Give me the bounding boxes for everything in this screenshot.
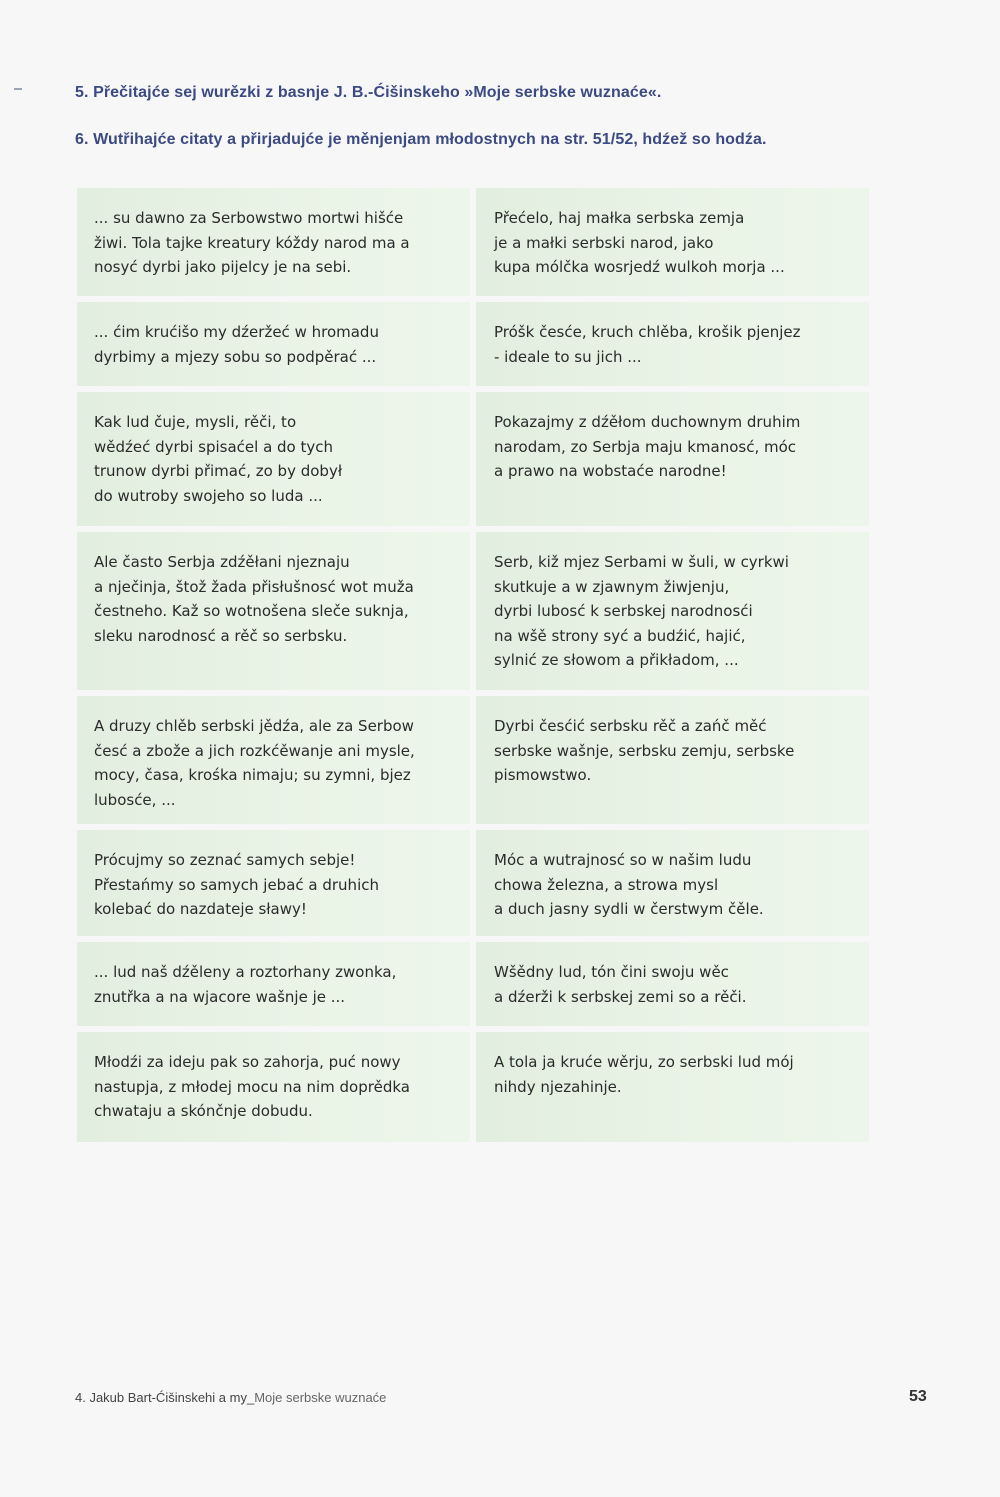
quote-card-8-right[interactable]: A tola ja kruće wěrju, zo serbski lud mój nihdy njezahinje. xyxy=(476,1032,869,1142)
quote-card-3-right[interactable]: Pokazajmy z dźěłom duchownym druhim narodam, zo Serbja maju kmanosć, móc a prawo na wobstaće narodne! xyxy=(476,392,869,526)
quote-card-3-left[interactable]: Kak lud čuje, mysli, rěči, to wědźeć dyrbi spisaćel a do tych trunow dyrbi přimać, zo by dobył do wutroby swojeho so luda ... xyxy=(77,392,470,526)
quote-card-4-left[interactable]: Ale často Serbja zdźěłani njeznaju a nječinja, štož žada přisłušnosć wot muža čestneho. Kaž so wotnošena sleče suknja, sleku narodnosć a rěč so serbsku. xyxy=(77,532,470,690)
quote-card-2-left[interactable]: ... ćim krućišo my dźeržeć w hromadu dyrbimy a mjezy sobu so podpěrać ... xyxy=(77,302,470,386)
quote-card-1-right[interactable]: Přećelo, haj małka serbska zemja je a małki serbski narod, jako kupa mólčka wosrjedź wulkoh morja ... xyxy=(476,188,869,296)
task-6-instruction: 6. Wutřihajće citaty a přirjadujće je měnjenjam młodostnych na str. 51/52, hdźež so hodźa. xyxy=(75,131,767,148)
margin-mark xyxy=(14,88,22,90)
quote-card-4-right[interactable]: Serb, kiž mjez Serbami w šuli, w cyrkwi skutkuje a w zjawnym žiwjenju, dyrbi lubosć k serbskej narodnosći na wšě strony syć a budźić, hajić, sylnić ze słowom a přikładom, ... xyxy=(476,532,869,690)
quote-card-2-right[interactable]: Próšk česće, kruch chlěba, krošik pjenjez - ideale to su jich ... xyxy=(476,302,869,386)
quote-card-7-left[interactable]: ... lud naš dźěleny a roztorhany zwonka, znutřka a na wjacore wašnje je ... xyxy=(77,942,470,1026)
quote-card-8-left[interactable]: Młodźi za ideju pak so zahorja, puć nowy nastupja, z młodej mocu na nim doprědka chwataju a skónčnje dobudu. xyxy=(77,1032,470,1142)
footer-chapter-title xyxy=(75,1390,386,1405)
quote-card-6-left[interactable]: Prócujmy so zeznać samych sebje! Přestańmy so samych jebać a druhich kolebać do nazdateje sławy! xyxy=(77,830,470,936)
page-number: 53 xyxy=(909,1388,927,1405)
quote-card-5-right[interactable]: Dyrbi česćić serbsku rěč a zańč měć serbske wašnje, serbsku zemju, serbske pismowstwo. xyxy=(476,696,869,824)
quote-card-5-left[interactable]: A druzy chlěb serbski jědźa, ale za Serbow česć a zbože a jich rozkćěwanje ani mysle, mocy, časa, krośka nimaju; su zymni, bjez lubosće, ... xyxy=(77,696,470,824)
quote-card-1-left[interactable]: ... su dawno za Serbowstwo mortwi hišće žiwi. Tola tajke kreatury kóždy narod ma a nosyć dyrbi jako pijelcy je na sebi. xyxy=(77,188,470,296)
quote-card-6-right[interactable]: Móc a wutrajnosć so w našim ludu chowa železna, a strowa mysl a duch jasny sydli w čerstwym čěle. xyxy=(476,830,869,936)
task-5-instruction: 5. Přečitajće sej wurězki z basnje J. B.-Ćišinskeho »Moje serbske wuznaće«. xyxy=(75,84,662,101)
quote-card-7-right[interactable]: Wšědny lud, tón čini swoju wěc a dźerži k serbskej zemi so a rěči. xyxy=(476,942,869,1026)
footer-subtitle: Moje serbske wuznaće xyxy=(254,1390,387,1405)
quote-grid xyxy=(77,188,869,1142)
footer-chapter: 4. Jakub Bart-Ćišinskehi a my_ xyxy=(75,1390,255,1405)
